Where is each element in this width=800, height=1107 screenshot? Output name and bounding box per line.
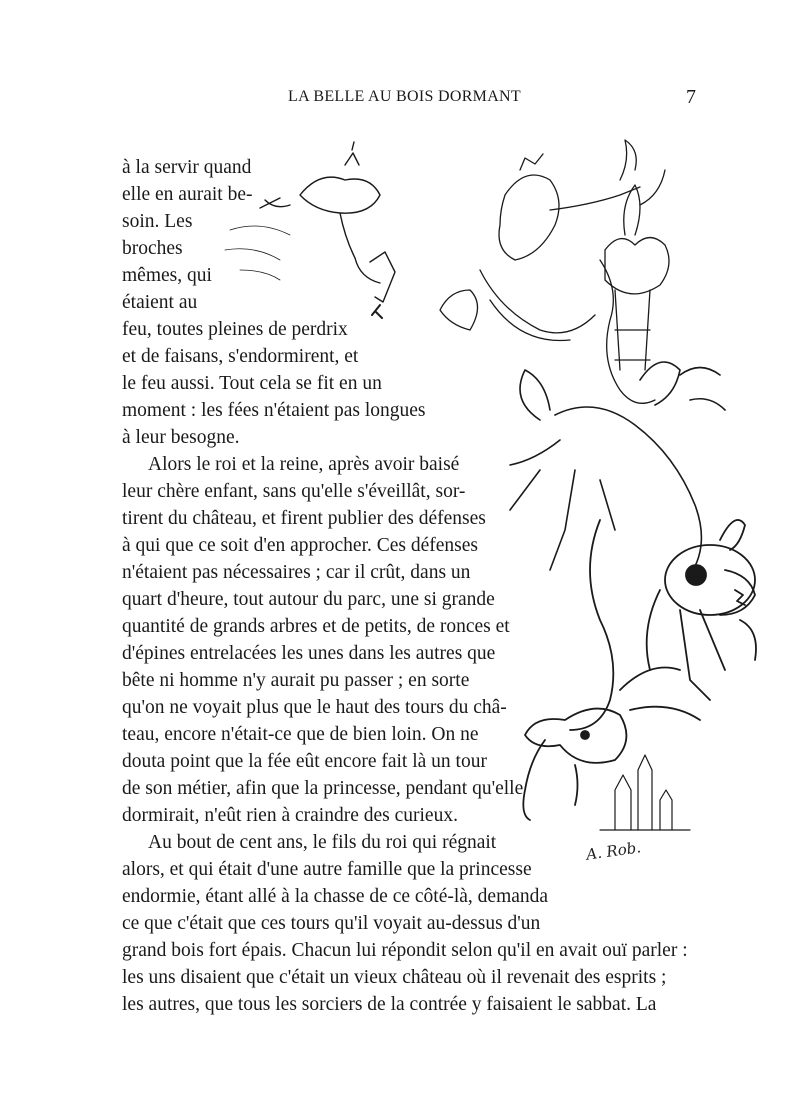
artist-signature: A. Rob.: [585, 838, 643, 864]
text-line: bête ni homme n'y aurait pu passer ; en sorte: [122, 670, 470, 691]
lower-dragon-head: [523, 520, 700, 820]
text-line: d'épines entrelacées les unes dans les autres que: [122, 643, 496, 664]
text-line: qu'on ne voyait plus que le haut des tours du châ-: [122, 697, 507, 718]
text-line: endormie, étant allé à la chasse de ce côté-là, demanda: [122, 886, 549, 907]
plumed-column: [605, 185, 669, 370]
text-line: quantité de grands arbres et de petits, de ronces et: [122, 616, 510, 637]
text-line: et de faisans, s'endormirent, et: [122, 346, 359, 367]
text-line: feu, toutes pleines de perdrix: [122, 319, 348, 340]
text-line: ce que c'était que ces tours qu'il voyait au-dessus d'un: [122, 913, 541, 934]
text-line: douta point que la fée eût encore fait là un tour: [122, 751, 487, 772]
text-line: tirent du château, et firent publier des défenses: [122, 508, 486, 529]
text-line: à la servir quand: [122, 157, 252, 178]
text-line: moment : les fées n'étaient pas longues: [122, 400, 426, 421]
text-line: Au bout de cent ans, le fils du roi qui régnait: [148, 832, 497, 853]
text-line: le feu aussi. Tout cela se fit en un: [122, 373, 382, 394]
text-line: n'étaient pas nécessaires ; car il crût, dans un: [122, 562, 471, 583]
castle-towers: [600, 755, 690, 830]
text-line: soin. Les: [122, 211, 193, 232]
running-title: LA BELLE AU BOIS DORMANT: [288, 88, 521, 105]
upper-dragon: [510, 362, 725, 575]
text-line: de son métier, afin que la princesse, pendant qu'elle: [122, 778, 524, 799]
page-number: 7: [686, 86, 696, 108]
fish-monster: [647, 520, 756, 700]
text-line: alors, et qui était d'une autre famille que la princesse: [122, 859, 532, 880]
text-line: quart d'heure, tout autour du parc, une si grande: [122, 589, 495, 610]
text-line: à qui que ce soit d'en approcher. Ces défenses: [122, 535, 479, 556]
text-line: les uns disaient que c'était un vieux château où il revenait des esprits ;: [122, 967, 667, 988]
text-line: grand bois fort épais. Chacun lui répondit selon qu'il en avait ouï parler :: [122, 940, 688, 961]
text-line: Alors le roi et la reine, après avoir baisé: [148, 454, 460, 475]
text-line: leur chère enfant, sans qu'elle s'éveillât, sor-: [122, 481, 466, 502]
text-line: broches: [122, 238, 183, 259]
fairy-chariot: [440, 140, 665, 403]
text-line: à leur besogne.: [122, 427, 240, 448]
text-line: étaient au: [122, 292, 198, 313]
text-line: les autres, que tous les sorciers de la contrée y faisaient le sabbat. La: [122, 994, 657, 1015]
text-line: dormirait, n'eût rien à craindre des curieux.: [122, 805, 458, 826]
text-line: teau, encore n'était-ce que de bien loin. On ne: [122, 724, 479, 745]
text-line: mêmes, qui: [122, 265, 212, 286]
text-line: elle en aurait be-: [122, 184, 253, 205]
